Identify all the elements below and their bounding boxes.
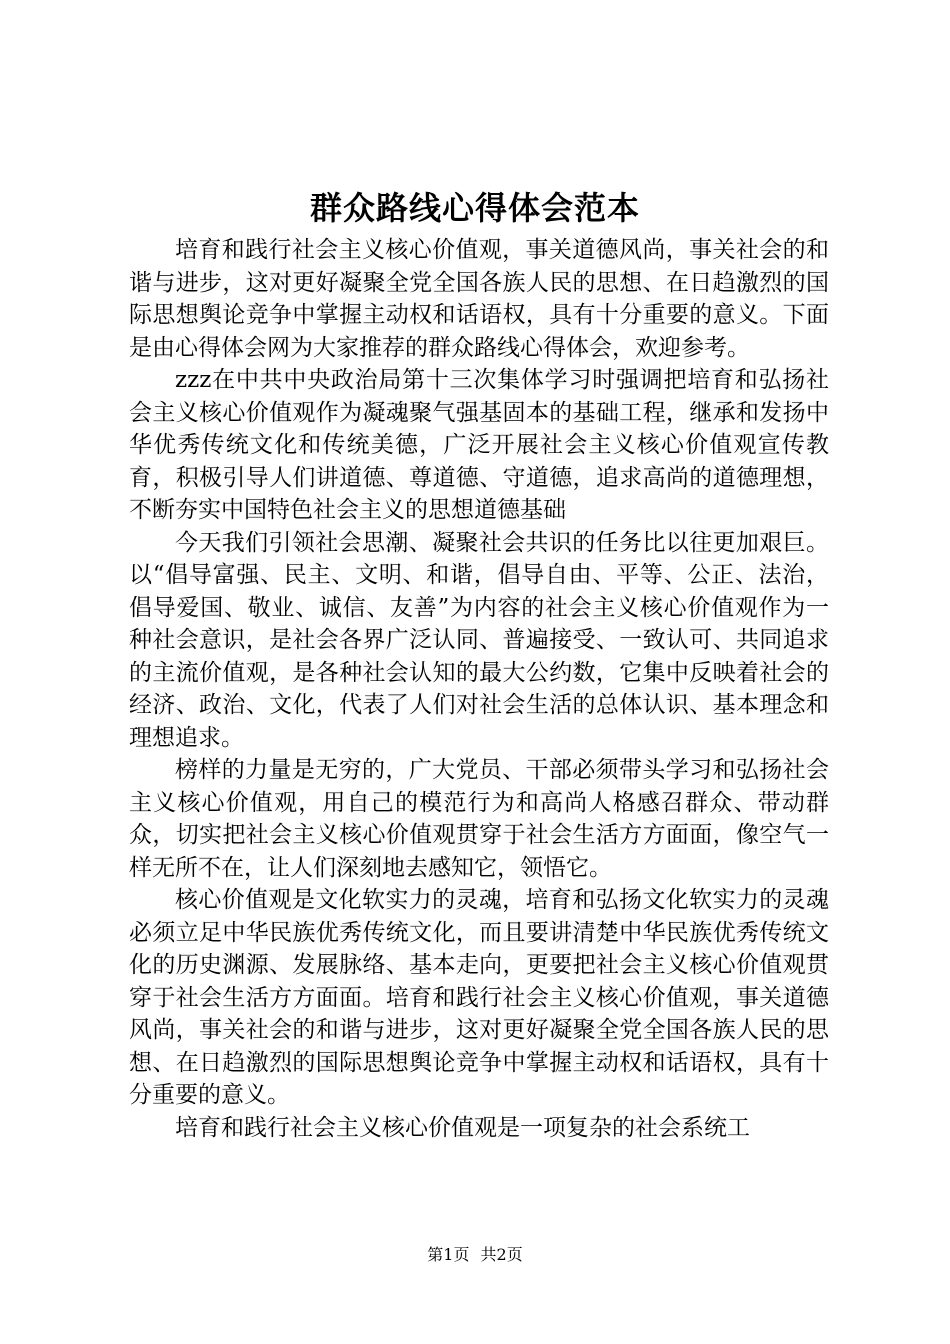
document-title: 群众路线心得体会范本	[309, 189, 640, 227]
paragraph-6: 培育和践行社会主义核心价值观是一项复杂的社会系统工	[175, 1114, 750, 1141]
paragraph-1: 培育和践行社会主义核心价值观，事关道德风尚，事关社会的和谐与进步，这对更好凝聚全党全国各族人民的思想、在日趋激烈的国际思想舆论竞争中掌握主动权和话语权，具有十分重要的意义。下面是由心得体会网为大家推荐的群众路线心得体会，欢迎参考。	[129, 237, 829, 361]
paragraph-5: 核心价值观是文化软实力的灵魂，培育和弘扬文化软实力的灵魂必须立足中华民族优秀传统文化，而且要讲清楚中华民族优秀传统文化的历史渊源、发展脉络、基本走向，更要把社会主义核心价值观贯穿于社会生活方方面面。培育和践行社会主义核心价值观，事关道德风尚，事关社会的和谐与进步，这对更好凝聚全党全国各族人民的思想、在日趋激烈的国际思想舆论竞争中掌握主动权和话语权，具有十分重要的意义。	[129, 887, 829, 1108]
paragraph-4: 榜样的力量是无穷的，广大党员、干部必须带头学习和弘扬社会主义核心价值观，用自己的模范行为和高尚人格感召群众、带动群众，切实把社会主义核心价值观贯穿于社会生活方方面面，像空气一样无所不在，让人们深刻地去感知它，领悟它。	[129, 757, 829, 881]
page-number-current: 第1页	[427, 1245, 470, 1264]
page-number-total: 共2页	[480, 1245, 523, 1264]
page-footer	[0, 1243, 950, 1267]
document-body	[129, 234, 829, 1144]
paragraph-2: zzz在中共中央政治局第十三次集体学习时强调把培育和弘扬社会主义核心价值观作为凝魂聚气强基固本的基础工程，继承和发扬中华优秀传统文化和传统美德，广泛开展社会主义核心价值观宣传教育，积极引导人们讲道德、尊道德、守道德，追求高尚的道德理想，不断夯实中国特色社会主义的思想道德基础	[129, 367, 829, 523]
paragraph-3: 今天我们引领社会思潮、凝聚社会共识的任务比以往更加艰巨。以“倡导富强、民主、文明、和谐，倡导自由、平等、公正、法治，倡导爱国、敬业、诚信、友善”为内容的社会主义核心价值观作为一种社会意识，是社会各界广泛认同、普遍接受、一致认可、共同追求的主流价值观，是各种社会认知的最大公约数，它集中反映着社会的经济、政治、文化，代表了人们对社会生活的总体认识、基本理念和理想追求。	[129, 529, 829, 751]
